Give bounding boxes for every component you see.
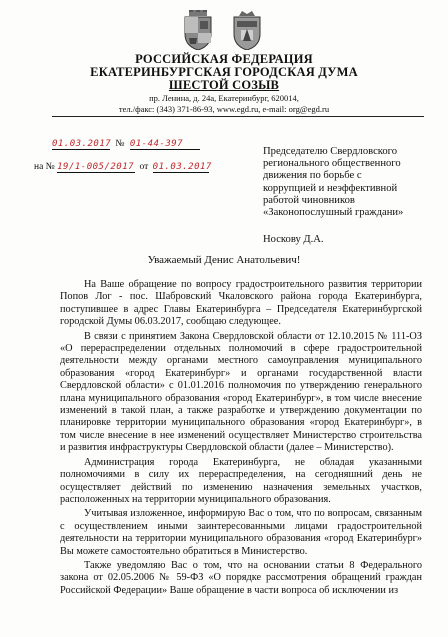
- org-country: РОССИЙСКАЯ ФЕДЕРАЦИЯ: [135, 52, 313, 66]
- body-paragraph: Учитывая изложенное, информирую Вас о том, что по вопросам, связанным с осуществлением иными заинтересованными лицами градостроительной деятельности на территории муниципального образования «город Екатеринбург» Вы можете самостоятельно обратиться в Министерство.: [60, 508, 422, 557]
- outgoing-date: 01.03.2017: [52, 139, 112, 149]
- body-paragraph: В связи с принятием Закона Свердловской области от 12.10.2015 № 111-ОЗ «О перераспределении отдельных полномочий в сфере градостроительной деятельности между органами местного самоуправления муниципального образования «город Екатеринбург» и органами государственной власти Свердловской области» с 01.01.2016 полномочия по утверждению генерального плана муниципального образования «город Екатеринбург», в том числе внесение изменений в такой план, а также разработке и утверждению документации по планировке территории муниципального образования «город Екатеринбург», в том числе внесение в нее изменений осуществляет Министерство строительства и развития инфраструктуры Свердловской области (далее – Министерство).: [60, 330, 422, 454]
- addressee-line: работой чиновников: [263, 194, 355, 206]
- addressee-line: коррупцией и неэффективной: [263, 182, 398, 194]
- header-divider: [52, 116, 424, 117]
- body-paragraph: Также уведомляю Вас о том, что на основании статьи 8 Федерального закона от 02.05.2006 № 59-ФЗ «О порядке рассмотрения обращений граждан Российской Федерации» Ваше обращение в части вопроса об исключении из: [60, 559, 422, 596]
- org-name: ЕКАТЕРИНБУРГСКАЯ ГОРОДСКАЯ ДУМА: [90, 65, 358, 79]
- addressee-line: «Законопослушный граждани»: [263, 207, 404, 219]
- incoming-from-label: от: [139, 162, 149, 172]
- addressee-block: [263, 146, 438, 219]
- org-convocation: ШЕСТОЙ СОЗЫВ: [168, 78, 280, 92]
- incoming-reference: [34, 162, 212, 173]
- body-paragraph: На Ваше обращение по вопросу градостроительного развития территории Попов Лог - пос. Шабровский Чкаловского района города Екатеринбурга, поступившее в адрес Главы Екатеринбурга – Председателя Екатеринбургской городской Думы 06.03.2017, сообщаю следующее.: [60, 279, 422, 328]
- org-contacts: тел./факс: (343) 371-86-93, www.egd.ru, e-mail: org@egd.ru: [118, 104, 330, 114]
- duma-emblem: [232, 10, 262, 50]
- outgoing-number: 01-44-397: [130, 139, 200, 150]
- number-label: №: [115, 139, 125, 149]
- addressee-line: движения по борьбе с: [263, 170, 362, 182]
- city-coat-of-arms-emblem: [183, 10, 213, 50]
- outgoing-reference: [52, 139, 200, 150]
- addressee-line: регионального общественного: [263, 158, 401, 170]
- addressee-line: Председателю Свердловского: [263, 146, 398, 157]
- salutation: Уважаемый Денис Анатольевич!: [147, 254, 301, 266]
- incoming-number: 19/1-005/2017: [57, 162, 135, 172]
- org-address: пр. Ленина, д. 24а, Екатеринбург, 620014,: [149, 93, 299, 103]
- addressee-name: Носкову Д.А.: [263, 234, 324, 245]
- incoming-date: 01.03.2017: [152, 162, 212, 172]
- incoming-number-label: на №: [34, 162, 55, 172]
- body-paragraph: Администрация города Екатеринбурга, не обладая указанными полномочиями в силу их перераспределения, на сегодняшний день не осуществляет действий по изменению назначения земельных участков, расположенных на территории муниципального образования.: [60, 456, 422, 505]
- letter-body: [60, 279, 422, 599]
- crown-shield-icon: [232, 10, 262, 50]
- shield-icon: [183, 10, 213, 50]
